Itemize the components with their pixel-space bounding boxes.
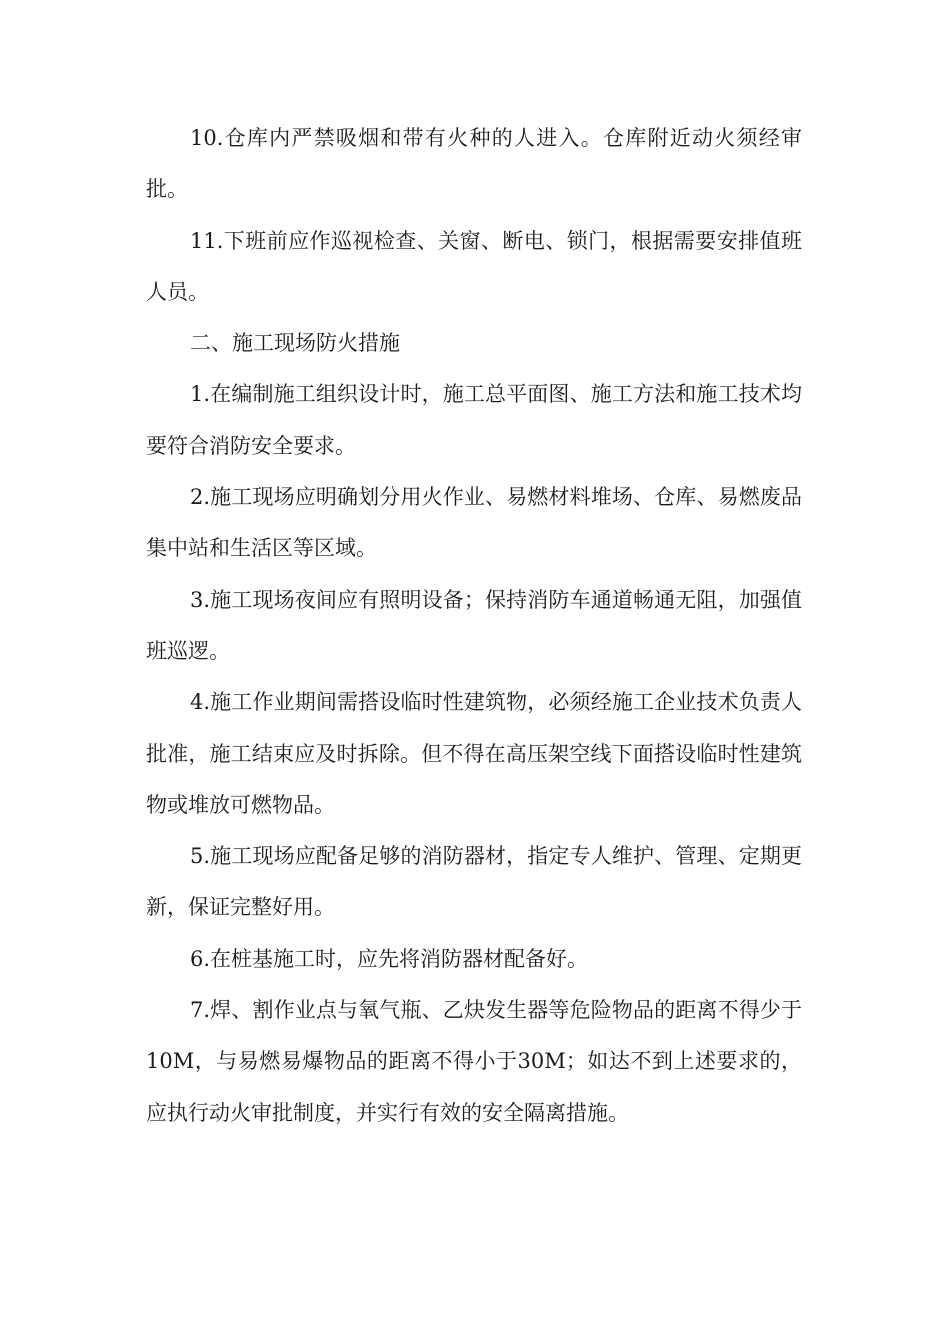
paragraph-measure-6: 6.在桩基施工时，应先将消防器材配备好。 bbox=[190, 946, 589, 971]
paragraph-measure-7: 7.焊、割作业点与氧气瓶、乙炔发生器等危险物品的距离不得少于10M，与易燃易爆物品的距离不得小于30M；如达不到上述要求的，应执行动火审批制度，并实行有效的安全隔离措施。 bbox=[146, 998, 802, 1125]
paragraph-measure-2: 2.施工现场应明确划分用火作业、易燃材料堆场、仓库、易燃废品集中站和生活区等区域。 bbox=[146, 485, 802, 561]
paragraph-rule-11: 11.下班前应作巡视检查、关窗、断电、锁门，根据需要安排值班人员。 bbox=[146, 228, 802, 304]
paragraph-measure-4: 4.施工作业期间需搭设临时性建筑物，必须经施工企业技术负责人批准，施工结束应及时拆除。但不得在高压架空线下面搭设临时性建筑物或堆放可燃物品。 bbox=[146, 690, 802, 817]
paragraph-measure-3: 3.施工现场夜间应有照明设备；保持消防车通道畅通无阻，加强值班巡逻。 bbox=[146, 587, 802, 663]
paragraph-rule-10: 10.仓库内严禁吸烟和带有火种的人进入。仓库附近动火须经审批。 bbox=[146, 126, 802, 202]
paragraph-measure-5: 5.施工现场应配备足够的消防器材，指定专人维护、管理、定期更新，保证完整好用。 bbox=[146, 844, 802, 920]
paragraph-measure-1: 1.在编制施工组织设计时，施工总平面图、施工方法和施工技术均要符合消防安全要求。 bbox=[146, 382, 802, 458]
section-heading: 二、施工现场防火措施 bbox=[190, 331, 400, 356]
document-body bbox=[146, 113, 802, 1139]
